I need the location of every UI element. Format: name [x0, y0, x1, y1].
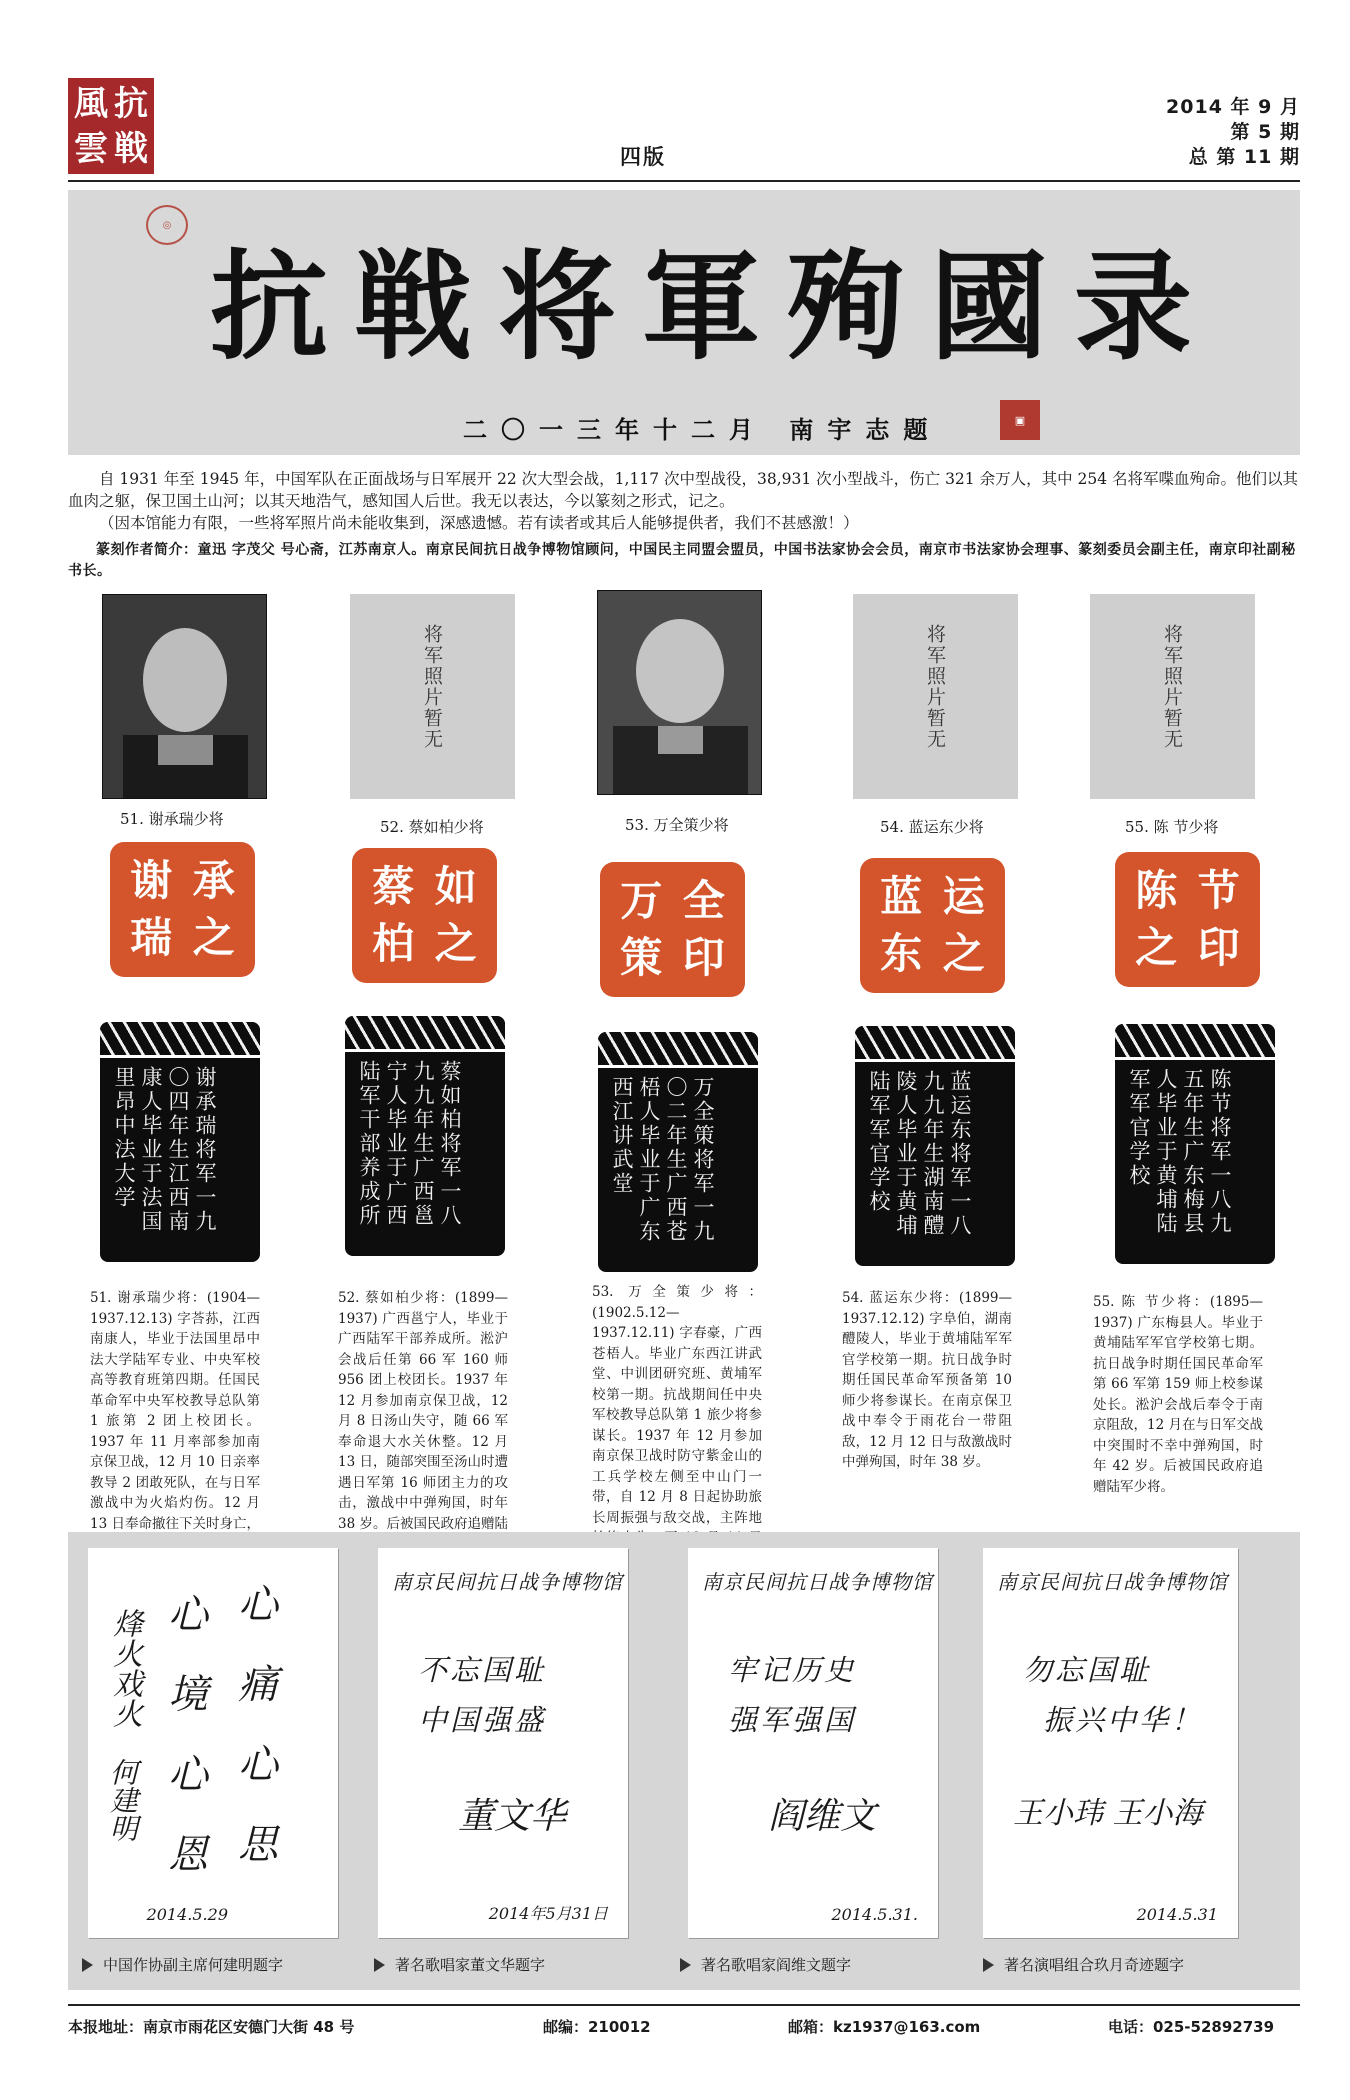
no-photo-text: 将军照片暂无 — [924, 624, 946, 750]
issue-number: 第 5 期 — [1230, 121, 1300, 143]
seal-side-rubbing — [1115, 1024, 1275, 1264]
seal-char: 印 — [682, 933, 725, 983]
poem-char: 思 — [238, 1822, 278, 1868]
logo-char: 抗 — [114, 83, 148, 124]
caption-text: 中国作协副主席何建明题字 — [103, 1956, 284, 1974]
carved-seal — [1115, 852, 1260, 987]
general-caption: 51. 谢承瑞少将 — [120, 810, 224, 828]
inscription-line: 不忘国耻 — [418, 1653, 547, 1687]
no-photo-text: 将军照片暂无 — [1161, 624, 1183, 750]
general-caption: 53. 万全策少将 — [625, 816, 729, 834]
rubbing-pattern — [598, 1032, 758, 1068]
seal-char: 如 — [434, 861, 477, 911]
triangle-bullet-icon — [374, 1958, 385, 1972]
triangle-bullet-icon — [82, 1958, 93, 1972]
calligraphy-card — [378, 1548, 628, 1938]
rubbing-pattern — [100, 1022, 260, 1058]
general-bio: 55. 陈 节少将：(1895—1937) 广东梅县人。毕业于黄埔陆军军官学校第七期。抗日战争时期任国民革命军第 66 军第 159 师上校参谋处长。淞沪会战后奉令于南京阻敌，12 月在与日军交战中突围时不幸中弹殉国，时年 42 岁。后被国民政府追赠陆军少将。 — [1093, 1294, 1263, 1495]
seal-char: 万 — [620, 875, 663, 925]
rubbing-text: 蔡如柏将军一八九九年生广西邕宁人毕业于广西陆军干部养成所 — [357, 1060, 462, 1228]
signature-date: 2014.5.31 — [1136, 1905, 1218, 1924]
general-bio: 51. 谢承瑞少将：(1904—1937.12.13) 字荅荪，江西南康人，毕业于法国里昂中法大学陆军专业、中央军校高等教育班第四期。任国民革命军中央军校教导总队第 1 旅第 2 团上校团长。1937 年 11 月率部参加南京保卫战，12 月 10 日亲率教导 2 团敢死队，在与日军激战中为火焰灼伤。12 月 13 日奉命撤往下关时身亡， — [90, 1290, 260, 1532]
seal-char: 柏 — [372, 919, 415, 969]
poem-char: 境 — [168, 1672, 208, 1718]
signature-date: 2014.5.31. — [831, 1905, 918, 1924]
poem-side-text: 烽火戏火 — [107, 1608, 142, 1728]
caption-text: 著名歌唱家董文华题字 — [395, 1956, 546, 1974]
banner-title: 抗戦将軍殉國录 — [209, 237, 1218, 376]
seal-char: 全 — [682, 875, 725, 925]
seal-char: 承 — [192, 855, 235, 905]
triangle-bullet-icon — [680, 1958, 691, 1972]
museum-header: 南京民间抗日战争博物馆 — [997, 1570, 1228, 1594]
poem-char: 心 — [168, 1752, 208, 1798]
signature-date: 2014年5月31日 — [488, 1904, 608, 1923]
seal-side-rubbing — [345, 1016, 505, 1256]
header-rule — [68, 180, 1300, 182]
general-photo — [102, 594, 267, 799]
museum-header: 南京民间抗日战争博物馆 — [392, 1570, 623, 1594]
poem-char: 心 — [238, 1742, 278, 1788]
rubbing-pattern — [855, 1026, 1015, 1062]
signer-name: 王小玮 王小海 — [1013, 1796, 1203, 1831]
rubbing-text: 陈节将军一八九五年生广东梅县人毕业于黄埔陆军军官学校 — [1127, 1068, 1232, 1236]
footer-address: 本报地址：南京市雨花区安德门大街 48 号 — [68, 2018, 355, 2036]
inscription-line: 振兴中华！ — [1043, 1703, 1204, 1737]
caption-text: 著名歌唱家阎维文题字 — [701, 1956, 852, 1974]
seal-char: 蔡 — [372, 861, 415, 911]
calligraphy-card — [688, 1548, 938, 1938]
general-bio: 53. 万全策少将：(1902.5.12—1937.12.11) 字春豪，广西苍梧人。毕业广东西江讲武堂、中训团研究班、黄埔军校第一期。抗战期间任中央军校教导总队第 1 旅少将参谋长。1937 年 12 月参加南京保卫战时防守紫金山的工兵学校左侧至中山门一带，自 12 月 8 日起协助旅长周振强与敌交战，主阵地 — [592, 1284, 762, 1526]
carved-seal — [352, 848, 497, 983]
general-photo — [597, 590, 762, 795]
seal-char: 蓝 — [880, 871, 923, 921]
footer-postcode: 邮编：210012 — [543, 2018, 651, 2036]
calligraphy-caption — [374, 1954, 545, 1975]
logo-char: 戦 — [114, 128, 148, 169]
poem-char: 恩 — [168, 1832, 208, 1878]
poem-char: 痛 — [238, 1662, 278, 1708]
triangle-bullet-icon — [983, 1958, 994, 1972]
seal-char: 陈 — [1135, 865, 1178, 915]
rubbing-text: 谢承瑞将军一九〇四年生江西南康人毕业于法国里昂中法大学 — [112, 1066, 217, 1234]
inscription-line: 强军强国 — [728, 1703, 857, 1737]
intro-text — [68, 468, 1300, 534]
carved-seal — [110, 842, 255, 977]
inscription-line: 牢记历史 — [728, 1653, 857, 1687]
title-banner — [68, 190, 1300, 455]
poem-char: 心 — [168, 1592, 208, 1638]
inscription-line: 勿忘国耻 — [1023, 1653, 1152, 1687]
seal-char: 之 — [434, 919, 477, 969]
seal-char: 之 — [942, 929, 985, 979]
footer-rule — [68, 2004, 1300, 2006]
signer-name: 董文华 — [458, 1796, 567, 1837]
general-bio: 54. 蓝运东少将：(1899—1937.12.12) 字阜伯，湖南醴陵人，毕业于黄埔陆军军官学校第一期。抗日战争时期任国民革命军预备第 10 师少将参谋长。在南京保卫战中奉令于雨花台一带阻敌，12 月 12 日与敌激战时中弹殉国，时年 38 岁。 — [842, 1290, 1012, 1470]
seal-char: 节 — [1197, 865, 1240, 915]
carved-seal — [860, 858, 1005, 993]
seal-char: 东 — [880, 929, 923, 979]
no-photo-text: 将军照片暂无 — [421, 624, 443, 750]
seal-char: 谢 — [130, 855, 173, 905]
footer-email: 邮箱：kz1937@163.com — [788, 2018, 981, 2036]
issue-info — [1166, 95, 1300, 170]
photo-placeholder — [350, 594, 515, 799]
calligraphy-caption — [680, 1954, 851, 1975]
rubbing-text: 万全策将军一九〇二年生广西苍梧人毕业于广东西江讲武堂 — [610, 1076, 715, 1244]
general-caption: 54. 蓝运东少将 — [880, 818, 984, 836]
seal-char: 运 — [942, 871, 985, 921]
intro-note: （因本馆能力有限，一些将军照片尚未能收集到，深感遗憾。若有读者或其后人能够提供者，我们不甚感激！） — [99, 514, 859, 532]
signer-name: 何建明 — [106, 1758, 139, 1842]
seal-char: 策 — [620, 933, 663, 983]
seal-char: 瑞 — [130, 913, 173, 963]
newspaper-logo — [68, 78, 154, 174]
edition-label: 四版 — [620, 145, 666, 169]
signature-date: 2014.5.29 — [146, 1905, 228, 1924]
calligraphy-caption — [983, 1954, 1184, 1975]
issue-total: 总 第 11 期 — [1188, 146, 1300, 168]
intro-paragraph: 自 1931 年至 1945 年，中国军队在正面战场与日军展开 22 次大型会战，1,117 次中型战役，38,931 次小型战斗，伤亡 321 余万人，其中 254 名将军喋血殉命。他们以其血肉之躯，保卫国土山河；以其天地浩气，感知国人后世。我无以表达，今以篆刻之形式，记之。 — [68, 470, 1299, 510]
museum-header: 南京民间抗日战争博物馆 — [702, 1570, 933, 1594]
calligraphy-card — [88, 1548, 338, 1938]
general-bio: 52. 蔡如柏少将：(1899—1937) 广西邕宁人，毕业于广西陆军干部养成所。淞沪会战后任第 66 军 160 师 956 团上校团长。1937 年 12 月参加南京保卫战，12 月 8 日汤山失守，随 66 军奉命退大水关休整。12 月 13 日，随部突围至汤山时遭遇日军第 16 师团主力的攻击，激战中中弹殉国，时年 38 岁。后被国民政府追赠陆 — [338, 1290, 508, 1532]
rubbing-pattern — [345, 1016, 505, 1052]
issue-date: 2014 年 9 月 — [1166, 96, 1300, 118]
seal-side-rubbing — [100, 1022, 260, 1262]
calligraphy-card — [983, 1548, 1238, 1938]
photo-placeholder — [1090, 594, 1255, 799]
seal-char: 之 — [192, 913, 235, 963]
photo-placeholder — [853, 594, 1018, 799]
banner-signature: 二〇一三年十二月 南宇志题 — [463, 415, 942, 444]
seal-side-rubbing — [598, 1032, 758, 1272]
logo-char: 風 — [74, 83, 108, 124]
caption-text: 著名演唱组合玖月奇迹题字 — [1004, 1956, 1185, 1974]
rubbing-pattern — [1115, 1024, 1275, 1060]
seal-char: 之 — [1135, 923, 1178, 973]
seal-side-rubbing — [855, 1026, 1015, 1266]
poem-char: 心 — [238, 1582, 278, 1628]
artist-seal-icon: ▣ — [1000, 400, 1040, 440]
general-caption: 52. 蔡如柏少将 — [380, 818, 484, 836]
signer-name: 阎维文 — [768, 1796, 877, 1837]
general-caption: 55. 陈 节少将 — [1125, 818, 1219, 836]
carved-seal — [600, 862, 745, 997]
logo-char: 雲 — [74, 128, 108, 169]
rubbing-text: 蓝运东将军一八九九年生湖南醴陵人毕业于黄埔陆军军官学校 — [867, 1070, 972, 1238]
footer-phone: 电话：025-52892739 — [1108, 2018, 1275, 2036]
decorative-seal-icon: ◎ — [146, 205, 188, 245]
calligraphy-panel — [68, 1532, 1300, 1990]
calligraphy-caption — [82, 1954, 283, 1975]
inscription-line: 中国强盛 — [418, 1703, 547, 1737]
seal-char: 印 — [1197, 923, 1240, 973]
engraver-bio: 篆刻作者简介：童迅 字茂父 号心斋，江苏南京人。南京民间抗日战争博物馆顾问，中国民主同盟会盟员，中国书法家协会会员，南京市书法家协会理事、篆刻委员会副主任，南京印社副秘书长。 — [68, 542, 1296, 579]
